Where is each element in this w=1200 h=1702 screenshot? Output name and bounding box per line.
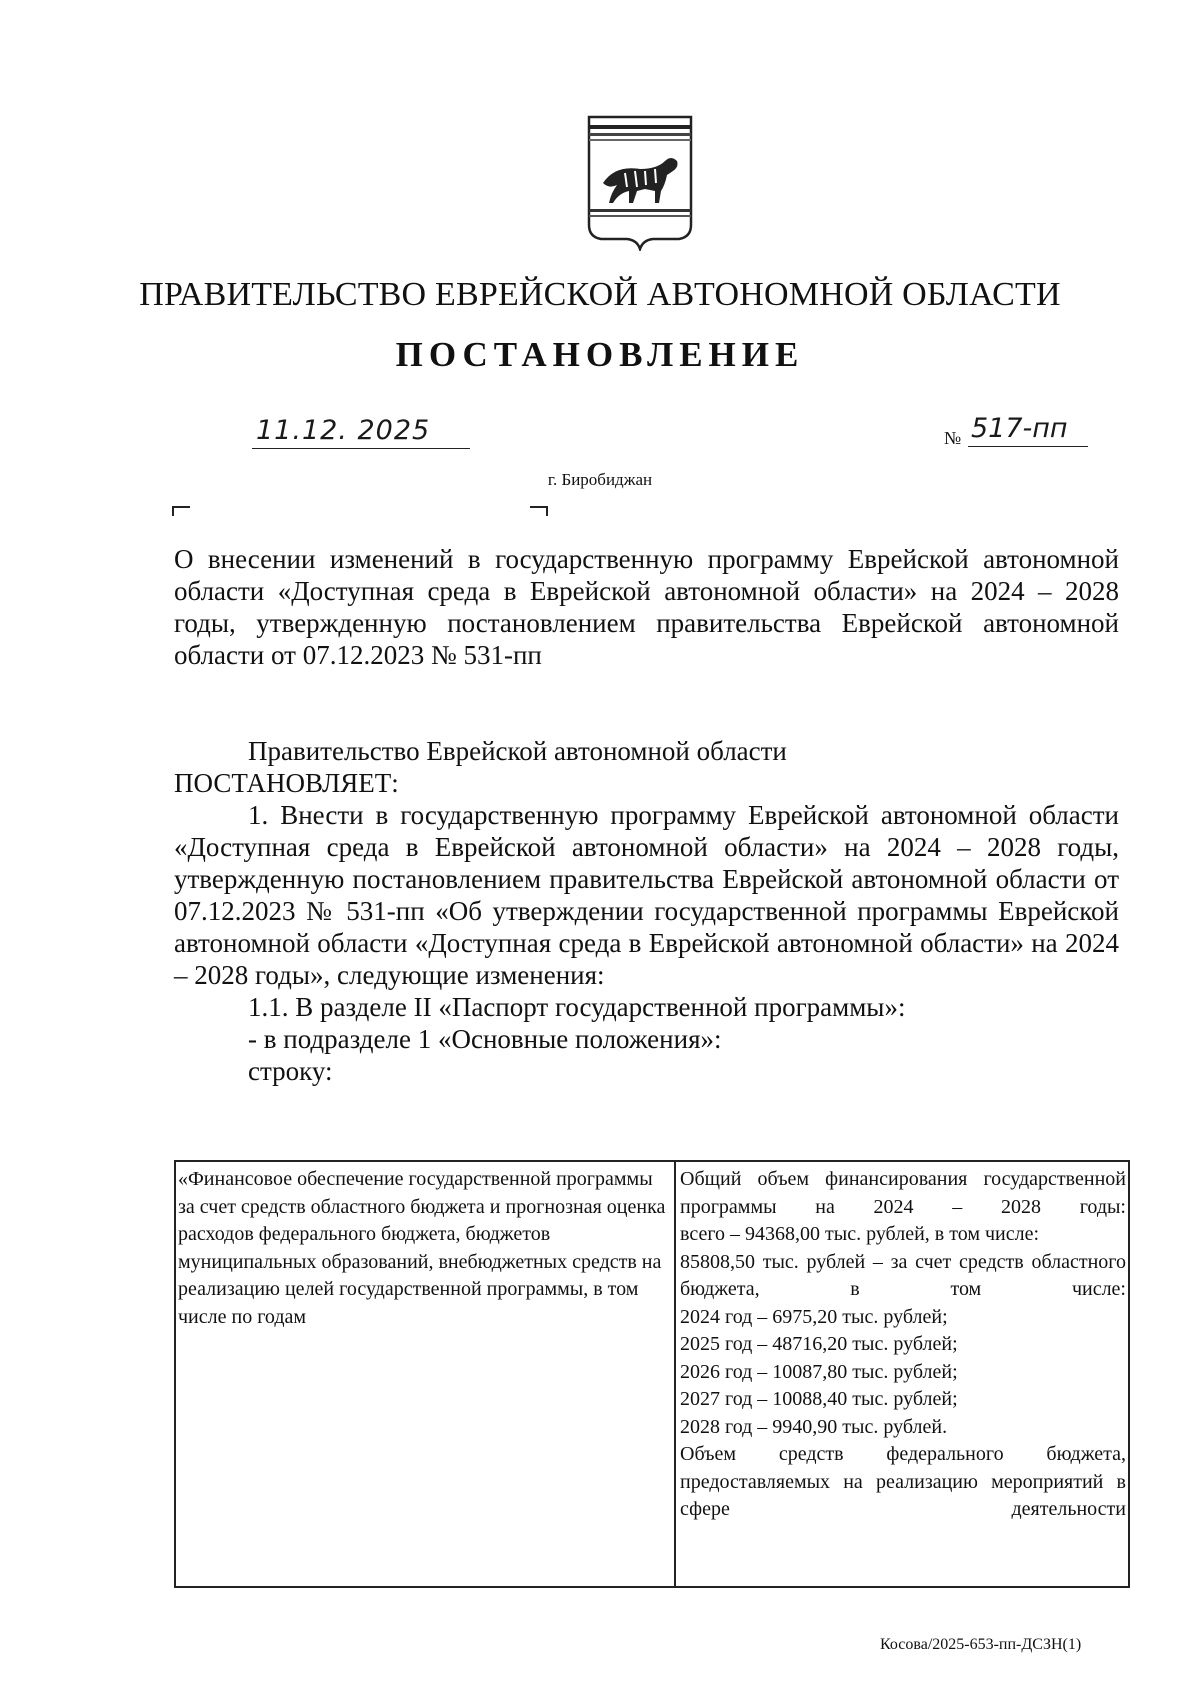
financing-table <box>174 1160 1130 1588</box>
item-1-paragraph: 1. Внести в государственную программу Еврейской автономной области «Доступная среда в Еврейской автономной области» на 2024 – 2028 годы, утвержденную постановлением правительства Еврейской автономной области от 07.12.2023 № 531-пп «Об утверждении государственной программы Еврейской автономной области «Доступная среда в Еврейской автономной области» на 2024 – 2028 годы», следующие изменения: <box>174 800 1119 990</box>
right-intro: Общий объем финансирования государственной программы на 2024 – 2028 годы: <box>680 1168 1126 1218</box>
handwritten-date: 11.12. 2025 <box>256 415 431 446</box>
document-body <box>174 735 1119 1087</box>
document-type-title: ПОСТАНОВЛЕНИЕ <box>395 335 805 374</box>
resolves-heading: ПОСТАНОВЛЯЕТ: <box>174 768 399 798</box>
corner-mark-right <box>530 506 548 516</box>
subsection-paragraph: - в подразделе 1 «Основные положения»: <box>248 1024 722 1054</box>
date-field <box>252 410 470 449</box>
financing-table-right-cell <box>676 1162 1128 1586</box>
line-word-paragraph: строку: <box>248 1056 333 1086</box>
year-line: 2025 год – 48716,20 тыс. рублей; <box>680 1333 958 1355</box>
year-line: 2028 год – 9940,90 тыс. рублей. <box>680 1415 948 1438</box>
year-line: 2026 год – 10087,80 тыс. рублей; <box>680 1360 958 1383</box>
year-line: 2027 год – 10088,40 тыс. рублей; <box>680 1388 958 1410</box>
number-label: № <box>944 428 962 448</box>
item-1-1-paragraph: 1.1. В разделе II «Паспорт государственной программы»: <box>248 992 906 1022</box>
coat-of-arms-icon <box>585 113 695 251</box>
city-label: г. Биробиджан <box>547 470 653 489</box>
footer-code: Косова/2025-653-пп-ДСЗН(1) <box>880 1636 1082 1653</box>
document-subject: О внесении изменений в государственную программу Еврейской автономной области «Доступная среда в Еврейской автономной области» на 2024 – 2028 годы, утвержденную постановлением правительства Еврейской автономной области от 07.12.2023 № 531-пп <box>174 544 1119 670</box>
number-field <box>968 408 1088 447</box>
right-regional: 85808,50 тыс. рублей – за счет средств областного бюджета, в том числе: <box>680 1250 1126 1300</box>
financing-table-left-cell: «Финансовое обеспечение государственной программы за счет средств областного бюджета и прогнозная оценка расходов федерального бюджета, бюджетов муниципальных образований, внебюджетных средств на реализацию целей государственной программы, в том числе по годам <box>176 1162 676 1586</box>
authority-title: ПРАВИТЕЛЬСТВО ЕВРЕЙСКОЙ АВТОНОМНОЙ ОБЛАСТИ <box>139 276 1061 313</box>
handwritten-number: 517-пп <box>971 413 1068 444</box>
right-federal: Объем средств федерального бюджета, предоставляемых на реализацию мероприятий в сфере деятельности <box>680 1443 1126 1520</box>
year-line: 2024 год – 6975,20 тыс. рублей; <box>680 1305 948 1328</box>
corner-mark-left <box>172 506 190 516</box>
intro-paragraph: Правительство Еврейской автономной области <box>248 736 787 766</box>
right-total: всего – 94368,00 тыс. рублей, в том числе: <box>680 1223 1040 1245</box>
